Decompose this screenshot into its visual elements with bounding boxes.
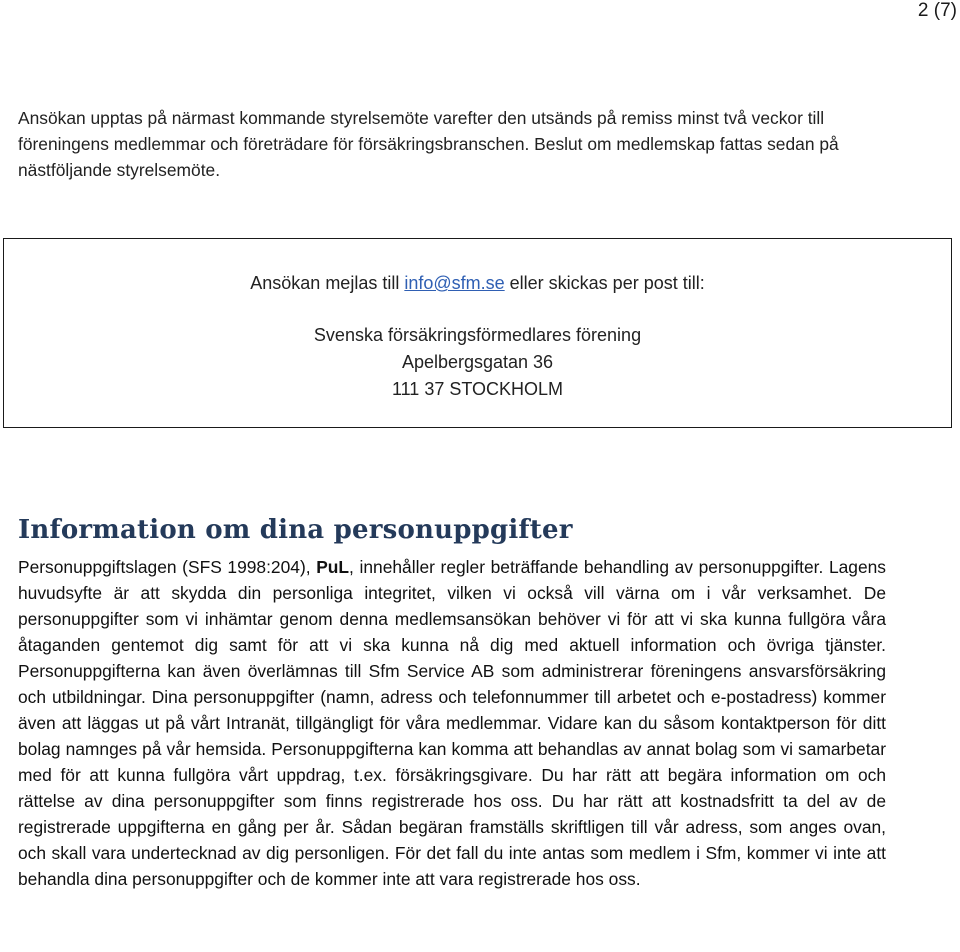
privacy-text-start: Personuppgiftslagen (SFS 1998:204), [18, 557, 317, 577]
submission-prefix: Ansökan mejlas till [250, 273, 405, 293]
page-number: 2 (7) [917, 0, 957, 21]
submission-suffix: eller skickas per post till: [504, 273, 705, 293]
intro-paragraph: Ansökan upptas på närmast kommande styrelsemöte varefter den utsänds på remiss minst två veckor till föreningens medlemmar och företrädare för försäkringsbranschen. Beslut om medlemskap fattas sedan på nästföljande styrelsemöte. [18, 108, 839, 180]
section-heading: Information om dina personuppgifter [18, 515, 573, 545]
pul-abbreviation: PuL [316, 557, 350, 577]
email-link[interactable]: info@sfm.se [404, 273, 505, 293]
address-box [3, 238, 952, 428]
address-postal-city: 111 37 STOCKHOLM [391, 379, 564, 399]
privacy-paragraph [18, 554, 886, 892]
address-organization: Svenska försäkringsförmedlares förening [313, 325, 642, 345]
address-street: Apelbergsgatan 36 [401, 352, 554, 372]
submission-instruction [4, 271, 951, 295]
postal-address [4, 322, 951, 403]
privacy-text-rest: , innehåller regler beträffande behandling av personuppgifter. Lagens huvudsyfte är att skydda din personliga integritet, vilken vi också vill värna om i vår verksamhet. De personuppgifter som vi inhämtar genom denna medlemsansökan behöver vi för att vi ska kunna fullgöra våra åtaganden gentemot dig samt för att vi ska kunna nå dig med aktuell information och övriga tjänster. Personuppgifterna kan även överlämnas till Sfm Service AB som administrerar föreningens ansvarsförsäkring och utbildningar. Dina personuppgifter (namn, adress och telefonnummer till arbetet och e-postadress) kommer även att läggas ut på vårt Intranät, tillgängligt för våra medlemmar. Vidare kan du såsom kontaktperson för ditt bolag namnges på vår hemsida. Personuppgifterna kan komma att behandlas av annat bolag som vi samarbetar med för att kunna fullgöra vårt uppdrag, t.ex. försäkringsgivare. Du har rätt att begära information om och rättelse av dina personuppgifter som finns registrerade hos oss. Du har rätt att kostnadsfritt ta del av de registrerade uppgifterna en gång per år. Sådan begäran framställs skriftligen till vår adress, som anges ovan, och skall vara undertecknad av dig personligen. För det fall du inte antas som medlem i Sfm, kommer vi inte att behandla dina personuppgifter och de kommer inte att vara registrerade hos oss. [18, 557, 886, 889]
